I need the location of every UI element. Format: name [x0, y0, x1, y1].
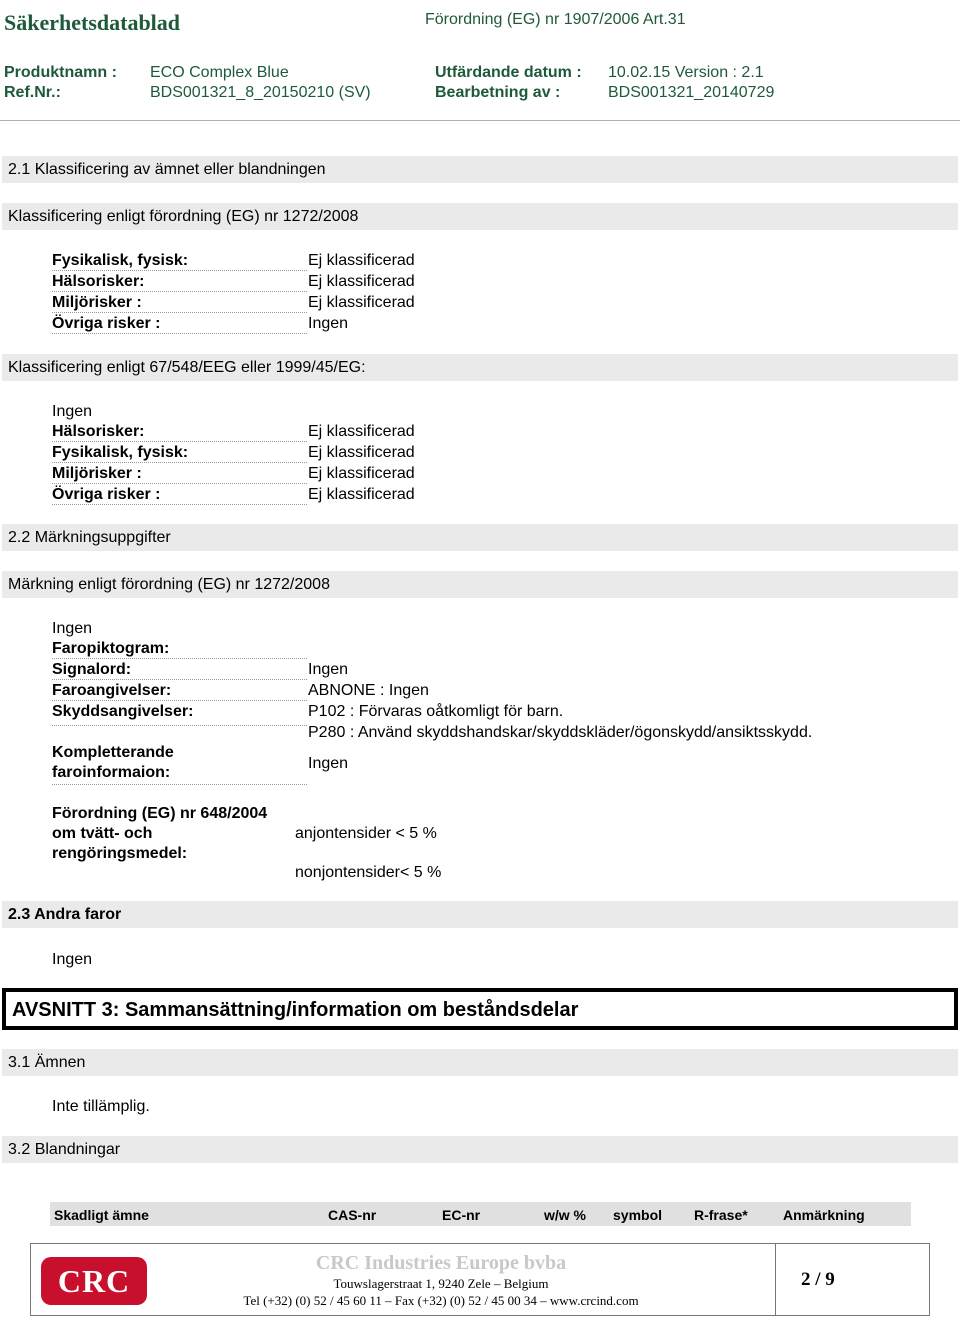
clp-value-health: Ej klassificerad — [308, 273, 415, 290]
labelling-heading: Märkning enligt förordning (EG) nr 1272/2008 — [8, 576, 330, 593]
eeg-value-health: Ej klassificerad — [308, 423, 415, 440]
supplementary-value: Ingen — [308, 755, 349, 772]
section-3-1-bar — [2, 1049, 958, 1076]
col-symbol: symbol — [613, 1207, 663, 1223]
hazard-statements-label: Faroangivelser: — [52, 682, 307, 701]
col-r-phrase: R-frase* — [694, 1207, 748, 1223]
issue-date-value: 10.02.15 Version : 2.1 — [608, 64, 764, 81]
mixtures-table-header — [50, 1202, 911, 1226]
clp-label-other: Övriga risker : — [52, 315, 307, 334]
col-cas-nr: CAS-nr — [328, 1207, 377, 1223]
eeg-label-other: Övriga risker : — [52, 486, 307, 505]
section-3-1-heading: 3.1 Ämnen — [8, 1054, 86, 1071]
page-number: 2 / 9 — [801, 1269, 835, 1290]
eeg-intro: Ingen — [52, 403, 93, 420]
company-address: Touwslagerstraat 1, 9240 Zele – Belgium — [333, 1276, 549, 1291]
product-name-label: Produktnamn : — [4, 64, 117, 81]
processed-by-label: Bearbetning av : — [435, 84, 561, 101]
hazard-statements-value: ABNONE : Ingen — [308, 682, 429, 699]
clp-label-environment: Miljörisker : — [52, 294, 307, 313]
section-2-1-bar — [2, 156, 958, 183]
labelling-intro: Ingen — [52, 620, 93, 637]
clp-label-physical: Fysikalisk, fysisk: — [52, 252, 307, 271]
company-name: CRC Industries Europe bvba — [315, 1252, 567, 1274]
page-footer — [30, 1243, 930, 1316]
detergent-label-line3: rengöringsmedel: — [52, 845, 188, 862]
section-3-heading: AVSNITT 3: Sammansättning/information om beståndsdelar — [12, 999, 579, 1021]
clp-label-health: Hälsorisker: — [52, 273, 307, 292]
precautionary-divider — [52, 725, 307, 726]
clp-value-other: Ingen — [308, 315, 349, 332]
eeg-classification-bar — [2, 354, 958, 381]
detergent-nonionic: nonjontensider< 5 % — [295, 864, 442, 881]
ref-nr-label: Ref.Nr.: — [4, 84, 61, 101]
issue-date-label: Utfärdande datum : — [435, 64, 582, 81]
supplementary-label-line2: faroinformaion: — [52, 764, 171, 781]
section-2-1-heading: 2.1 Klassificering av ämnet eller blandningen — [8, 161, 326, 178]
eeg-label-physical: Fysikalisk, fysisk: — [52, 444, 307, 463]
col-hazardous-substance: Skadligt ämne — [54, 1207, 149, 1223]
header-divider — [0, 120, 960, 121]
col-weight-percent: w/w % — [544, 1207, 587, 1223]
eeg-label-environment: Miljörisker : — [52, 465, 307, 484]
supplementary-divider — [52, 784, 307, 785]
labelling-bar — [2, 571, 958, 598]
section-3-2-bar — [2, 1136, 958, 1163]
section-3-header — [2, 988, 958, 1030]
eeg-label-health: Hälsorisker: — [52, 423, 307, 442]
document-title: Säkerhetsdatablad — [4, 10, 181, 35]
eeg-value-environment: Ej klassificerad — [308, 465, 415, 482]
footer-divider — [775, 1244, 776, 1315]
section-2-2-heading: 2.2 Märkningsuppgifter — [8, 529, 171, 546]
clp-value-environment: Ej klassificerad — [308, 294, 415, 311]
other-hazards-value: Ingen — [52, 951, 93, 968]
product-name-value: ECO Complex Blue — [150, 64, 289, 81]
precautionary-p280: P280 : Använd skyddshandskar/skyddskläder/ögonskydd/ansiktsskydd. — [308, 724, 813, 741]
section-3-2-heading: 3.2 Blandningar — [8, 1141, 121, 1158]
substances-value: Inte tillämplig. — [52, 1098, 150, 1115]
crc-logo-text: CRC — [57, 1263, 131, 1299]
col-remark: Anmärkning — [783, 1207, 865, 1223]
company-contact: Tel (+32) (0) 52 / 45 60 11 – Fax (+32) (0) 52 / 45 00 34 – www.crcind.com — [243, 1293, 639, 1308]
signal-word-value: Ingen — [308, 661, 349, 678]
section-2-3-bar — [2, 901, 958, 928]
precautionary-p102: P102 : Förvaras oåtkomligt för barn. — [308, 703, 564, 720]
eeg-value-physical: Ej klassificerad — [308, 444, 415, 461]
clp-value-physical: Ej klassificerad — [308, 252, 415, 269]
regulation-ref: Förordning (EG) nr 1907/2006 Art.31 — [425, 11, 686, 28]
clp-classification-bar — [2, 203, 958, 230]
pictogram-label: Faropiktogram: — [52, 640, 307, 659]
processed-by-value: BDS001321_20140729 — [608, 84, 775, 101]
supplementary-label-line1: Kompletterande — [52, 744, 174, 761]
eeg-value-other: Ej klassificerad — [308, 486, 415, 503]
eeg-classification-heading: Klassificering enligt 67/548/EEG eller 1999/45/EG: — [8, 359, 366, 376]
detergent-anionic: anjontensider < 5 % — [295, 825, 437, 842]
section-2-3-heading: 2.3 Andra faror — [8, 906, 122, 923]
clp-classification-heading: Klassificering enligt förordning (EG) nr 1272/2008 — [8, 208, 359, 225]
signal-word-label: Signalord: — [52, 661, 307, 680]
precautionary-label: Skyddsangivelser: — [52, 703, 194, 720]
detergent-label-line1: Förordning (EG) nr 648/2004 — [52, 805, 268, 822]
crc-logo — [41, 1257, 147, 1305]
ref-nr-value: BDS001321_8_20150210 (SV) — [150, 84, 371, 101]
detergent-label-line2: om tvätt- och — [52, 825, 153, 842]
col-ec-nr: EC-nr — [442, 1207, 481, 1223]
section-2-2-bar — [2, 524, 958, 551]
